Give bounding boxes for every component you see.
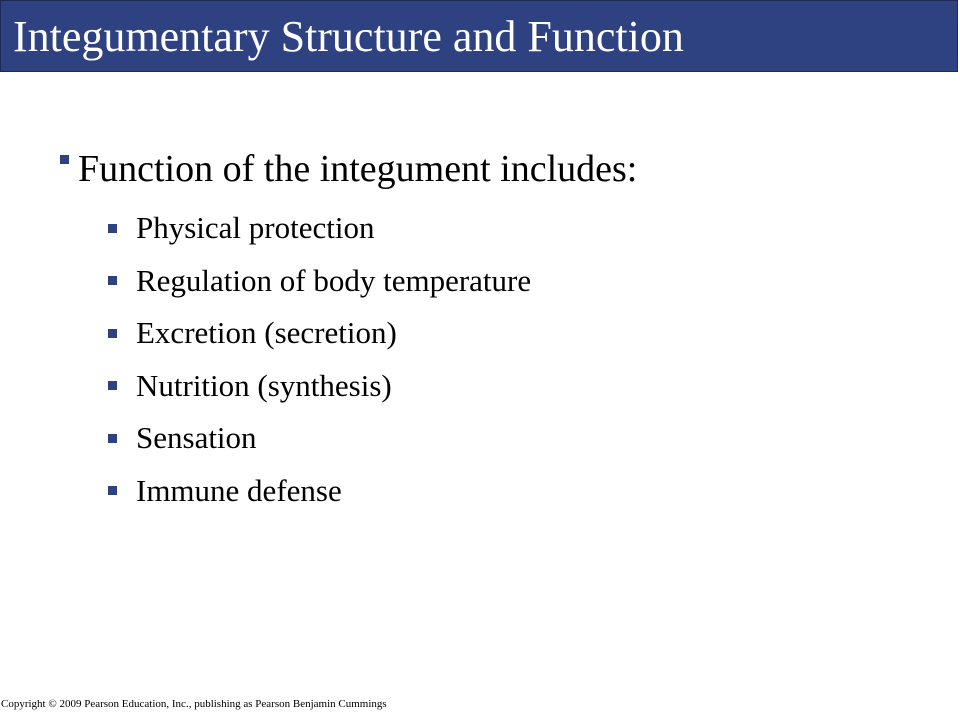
square-bullet-icon xyxy=(60,155,69,164)
square-bullet-icon xyxy=(108,381,117,390)
sub-bullet-item xyxy=(108,412,531,465)
square-bullet-icon xyxy=(108,434,117,443)
square-bullet-icon xyxy=(108,276,117,285)
sub-bullet-text: Sensation xyxy=(136,420,257,456)
sub-bullet-text: Regulation of body temperature xyxy=(136,262,532,298)
sub-bullet-item xyxy=(108,255,531,308)
sub-bullet-text: Nutrition (synthesis) xyxy=(136,367,392,403)
square-bullet-icon xyxy=(108,224,117,233)
sub-bullet-text: Excretion (secretion) xyxy=(136,315,397,351)
copyright-footer: Copyright © 2009 Pearson Education, Inc., publishing as Pearson Benjamin Cummings xyxy=(1,698,387,710)
slide-title: Integumentary Structure and Function xyxy=(13,12,684,61)
sub-bullet-text: Physical protection xyxy=(136,210,375,246)
sub-bullet-item xyxy=(108,360,531,413)
square-bullet-icon xyxy=(108,486,117,495)
sub-bullet-item xyxy=(108,465,531,518)
main-bullet-text: Function of the integument includes: xyxy=(78,148,638,190)
sub-bullet-list xyxy=(108,202,531,517)
sub-bullet-item xyxy=(108,307,531,360)
sub-bullet-text: Immune defense xyxy=(136,472,342,508)
sub-bullet-item xyxy=(108,202,531,255)
square-bullet-icon xyxy=(108,329,117,338)
main-bullet xyxy=(60,143,637,195)
